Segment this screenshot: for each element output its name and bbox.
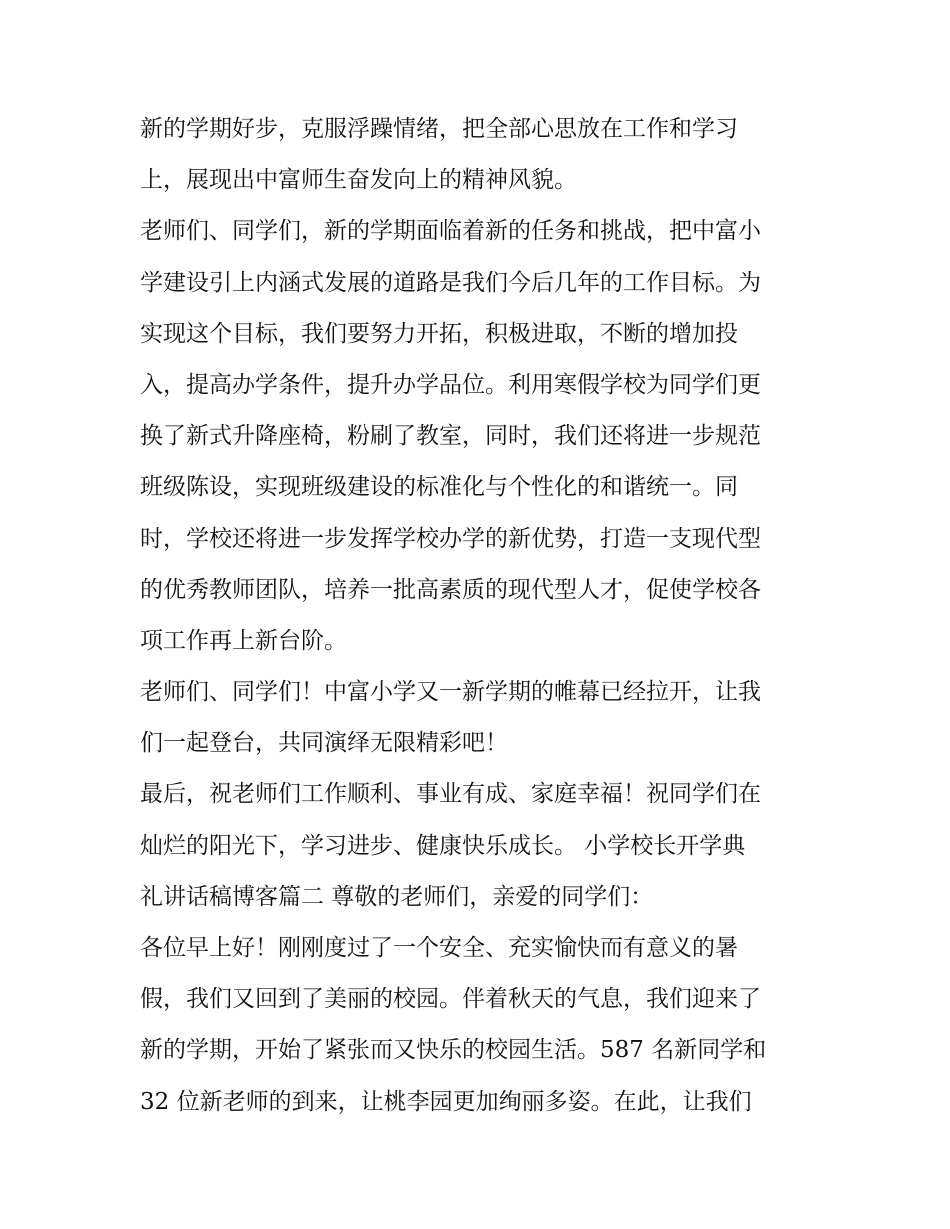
text-line-15: 灿烂的阳光下，学习进步、健康快乐成长。 小学校长开学典 [140,832,746,859]
text-line-1: 新的学期好步，克服浮躁情绪，把全部心思放在工作和学习 [140,116,738,142]
text-line-20: 32 位新老师的到来，让桃李园更加绚丽多姿。在此，让我们 [140,1088,752,1115]
text-line-9: 时，学校还将进一步发挥学校办学的新优势，打造一支现代型 [140,525,761,552]
body-text [140,104,820,1128]
text-line-4: 学建设引上内涵式发展的道路是我们今后几年的工作目标。为 [140,269,761,296]
text-line-2: 上，展现出中富师生奋发向上的精神风貌。 [140,167,577,194]
text-line-3: 老师们、同学们，新的学期面临着新的任务和挑战，把中富小 [140,218,761,245]
text-line-5: 实现这个目标，我们要努力开拓，积极进取，不断的增加投 [140,320,738,347]
text-line-14: 最后，祝老师们工作顺利、事业有成、家庭幸福！祝同学们在 [140,781,761,808]
text-line-13: 们一起登台，共同演绎无限精彩吧！ [140,730,508,757]
text-line-16: 礼讲话稿博客篇二 尊敬的老师们，亲爱的同学们： [140,883,654,910]
text-line-19: 新的学期，开始了紧张而又快乐的校园生活。587 名新同学和 [140,1037,767,1064]
text-line-10: 的优秀教师团队，培养一批高素质的现代型人才，促使学校各 [140,576,761,603]
text-line-12: 老师们、同学们！中富小学又一新学期的帷幕已经拉开，让我 [140,679,761,706]
text-line-18: 假，我们又回到了美丽的校园。伴着秋天的气息，我们迎来了 [140,986,761,1013]
text-line-6: 入，提高办学条件，提升办学品位。利用寒假学校为同学们更 [140,371,761,398]
text-line-8: 班级陈设，实现班级建设的标准化与个性化的和谐统一。同 [140,474,738,501]
text-line-11: 项工作再上新台阶。 [140,627,347,654]
text-line-7: 换了新式升降座椅，粉刷了教室，同时，我们还将进一步规范 [140,423,761,450]
text-line-17: 各位早上好！刚刚度过了一个安全、充实愉快而有意义的暑 [140,935,738,961]
